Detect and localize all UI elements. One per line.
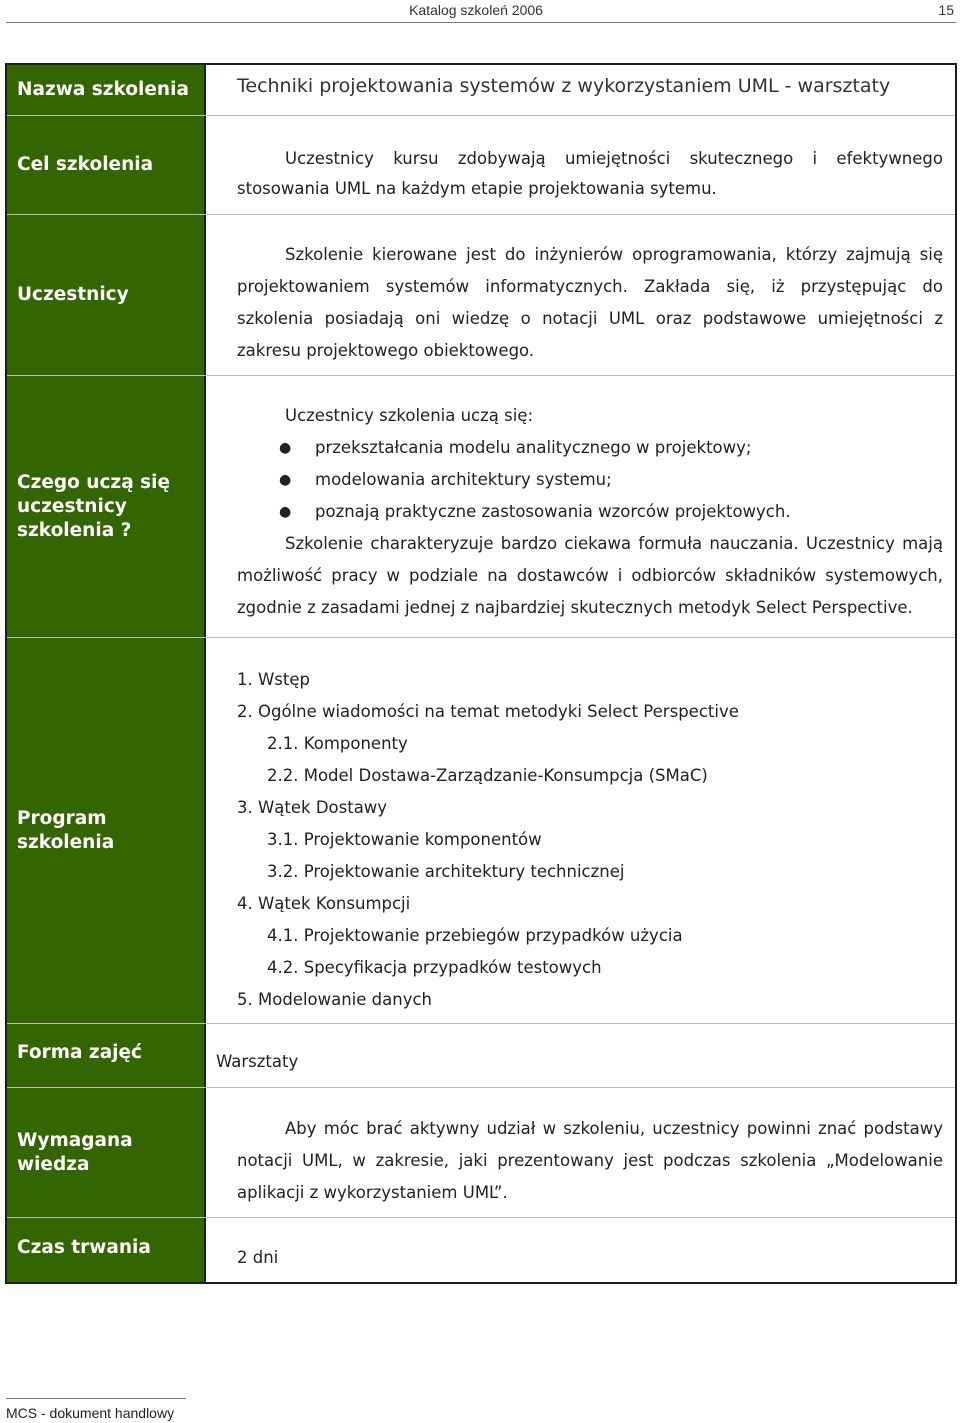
czas-value: 2 dni xyxy=(237,1248,279,1267)
training-name: Techniki projektowania systemów z wykorzystaniem UML - warsztaty xyxy=(237,75,891,97)
agenda-list xyxy=(237,664,943,1016)
agenda-item: 1. Wstęp xyxy=(237,670,310,689)
label-uczestnicy: Uczestnicy xyxy=(7,215,206,375)
row-wiedza xyxy=(7,1087,955,1217)
czego-summary: Szkolenie charakteryzuje bardzo ciekawa formuła nauczania. Uczestnicy mają możliwość pracy w podziale na dostawców i odbiorców składników systemowych, zgodnie z zasadami jednej z najbardziej skutecznych metodyk Select Perspective. xyxy=(237,534,943,617)
forma-value: Warsztaty xyxy=(216,1052,299,1071)
catalog-title: Katalog szkoleń 2006 xyxy=(409,2,543,18)
label-program: Program szkolenia xyxy=(7,638,206,1023)
page-header xyxy=(6,0,956,23)
row-program xyxy=(7,637,955,1023)
wiedza-text: Aby móc brać aktywny udział w szkoleniu, uczestnicy powinni znać podstawy notacji UML, w zakresie, jaki prezentowany jest podczas szkolenia „Modelowanie aplikacji z wykorzystaniem UML”. xyxy=(237,1119,943,1202)
list-item: ● poznają praktyczne zastosowania wzorców projektowych. xyxy=(237,496,943,528)
czego-intro: Uczestnicy szkolenia uczą się: xyxy=(285,406,534,425)
bullet-icon: ● xyxy=(279,440,292,456)
cel-text: Uczestnicy kursu zdobywają umiejętności skutecznego i efektywnego stosowania UML na każdym etapie projektowania sytemu. xyxy=(237,149,943,198)
agenda-subitem: 4.2. Specyfikacja przypadków testowych xyxy=(267,958,602,977)
footer-text: MCS - dokument handlowy xyxy=(6,1405,175,1421)
agenda-subitem: 2.1. Komponenty xyxy=(267,734,408,753)
label-wiedza: Wymagana wiedza xyxy=(7,1088,206,1217)
training-table xyxy=(5,63,957,1284)
bullet-icon: ● xyxy=(279,504,292,520)
label-nazwa: Nazwa szkolenia xyxy=(7,65,206,115)
skills-list xyxy=(237,432,943,528)
row-czego xyxy=(7,375,955,637)
label-czas: Czas trwania xyxy=(7,1218,206,1282)
agenda-subitem: 2.2. Model Dostawa-Zarządzanie-Konsumpcja (SMaC) xyxy=(267,766,708,785)
agenda-item: 5. Modelowanie danych xyxy=(237,990,433,1009)
page-footer xyxy=(6,1398,406,1421)
row-uczestnicy xyxy=(7,214,955,375)
row-nazwa xyxy=(7,65,955,115)
bullet-icon: ● xyxy=(279,472,292,488)
row-cel xyxy=(7,115,955,214)
uczestnicy-text: Szkolenie kierowane jest do inżynierów oprogramowania, którzy zajmują się projektowaniem systemów informatycznych. Zakłada się, iż przystępując do szkolenia posiadają oni wiedzę o notacji UML oraz podstawowe umiejętności z zakresu projektowego obiektowego. xyxy=(237,245,943,360)
agenda-subitem: 4.1. Projektowanie przebiegów przypadków użycia xyxy=(267,926,683,945)
row-forma xyxy=(7,1023,955,1087)
label-forma: Forma zajęć xyxy=(7,1024,206,1087)
list-item: ● przekształcania modelu analitycznego w projektowy; xyxy=(237,432,943,464)
agenda-subitem: 3.2. Projektowanie architektury technicznej xyxy=(267,862,625,881)
page-number: 15 xyxy=(938,2,954,18)
agenda-item: 3. Wątek Dostawy xyxy=(237,798,388,817)
row-czas xyxy=(7,1217,955,1282)
agenda-item: 4. Wątek Konsumpcji xyxy=(237,894,411,913)
label-cel: Cel szkolenia xyxy=(7,116,206,214)
agenda-subitem: 3.1. Projektowanie komponentów xyxy=(267,830,542,849)
agenda-item: 2. Ogólne wiadomości na temat metodyki Select Perspective xyxy=(237,702,739,721)
label-czego: Czego uczą się uczestnicy szkolenia ? xyxy=(7,376,206,637)
list-item: ● modelowania architektury systemu; xyxy=(237,464,943,496)
